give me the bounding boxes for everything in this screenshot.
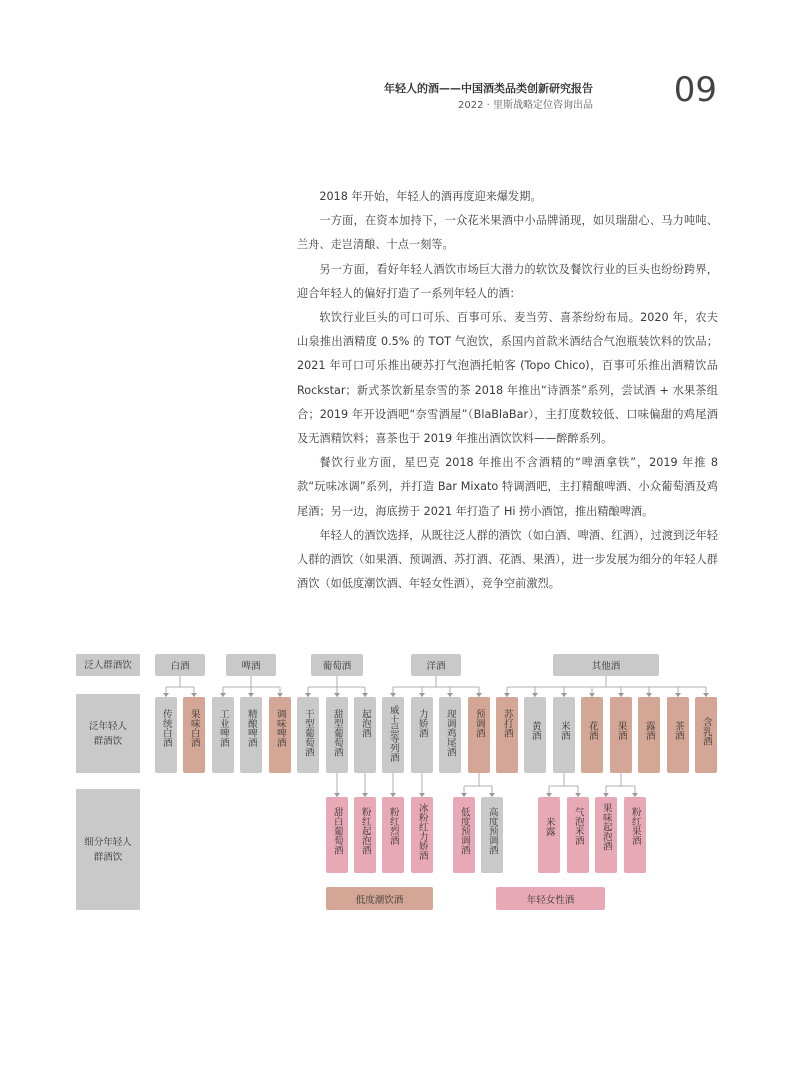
category-beer: 啤酒 bbox=[226, 654, 276, 676]
l2-box: 干型葡萄酒 bbox=[297, 697, 319, 773]
l3-box: 低度预调酒 bbox=[453, 797, 475, 873]
l3-box: 气泡米酒 bbox=[567, 797, 589, 873]
paragraph: 另一方面，看好年轻人酒饮市场巨大潜力的软饮及餐饮行业的巨头也纷纷跨界，迎合年轻人的偏好打造了一系列年轻人的酒： bbox=[297, 262, 718, 300]
l3-box: 米露 bbox=[538, 797, 560, 873]
paragraph: 2018 年开始，年轻人的酒再度迎来爆发期。 bbox=[319, 190, 542, 203]
l3-box: 粉红烈酒 bbox=[382, 797, 404, 873]
l2-box: 威士忌等列酒 bbox=[382, 697, 404, 773]
row-label-young-general: 泛年轻人群酒饮 bbox=[76, 694, 140, 773]
page-number: 09 bbox=[673, 70, 717, 110]
row-label-young-segment: 细分年轻人群酒饮 bbox=[76, 789, 140, 910]
l2-box: 果味白酒 bbox=[183, 697, 205, 773]
l3-box: 冰粉红力娇酒 bbox=[411, 797, 433, 873]
l2-box: 果酒 bbox=[610, 697, 632, 773]
report-title: 年轻人的酒——中国酒类品类创新研究报告 bbox=[384, 82, 593, 95]
group-label-young-women: 年轻女性酒 bbox=[496, 887, 605, 910]
l2-box: 黄酒 bbox=[524, 697, 546, 773]
l2-box: 茶酒 bbox=[667, 697, 689, 773]
l3-box: 粉红起泡酒 bbox=[354, 797, 376, 873]
l3-box: 粉红果酒 bbox=[624, 797, 646, 873]
l2-box: 工业啤酒 bbox=[212, 697, 234, 773]
l2-box: 传统白酒 bbox=[155, 697, 177, 773]
l2-box: 苏打酒 bbox=[496, 697, 518, 773]
l2-box: 现调鸡尾酒 bbox=[439, 697, 461, 773]
l2-box: 花酒 bbox=[581, 697, 603, 773]
group-label-low-alcohol: 低度潮饮酒 bbox=[326, 887, 433, 910]
l2-box: 预调酒 bbox=[468, 697, 490, 773]
l2-box: 精酿啤酒 bbox=[240, 697, 262, 773]
paragraph: 软饮行业巨头的可口可乐、百事可乐、麦当劳、喜茶纷纷布局。2020 年，农夫山泉推出酒精度 0.5% 的 TOT 气泡饮，系国内首款米酒结合气泡瓶装饮料的饮品；2021 年可口可乐推出硬苏打气泡酒托帕客 (Topo Chico)，百事可乐推出酒精饮品 Rockstar；新式茶饮新星奈雪的茶 2018 年推出“诗酒茶”系列，尝试酒 + 水果茶组合；2019 年开设酒吧“奈雪酒屋”（BlaBlaBar），主打度数较低、口味偏甜的鸡尾酒及无酒精饮料；喜茶也于 2019 年推出酒饮饮料——醉醉系列。 bbox=[297, 311, 718, 446]
paragraph: 一方面，在资本加持下，一众花米果酒中小品牌涌现，如贝瑞甜心、马力吨吨、兰舟、走岂清酿、十点一刻等。 bbox=[297, 214, 718, 252]
l3-box: 高度预调酒 bbox=[481, 797, 503, 873]
category-other: 其他酒 bbox=[553, 654, 659, 676]
category-wine: 葡萄酒 bbox=[311, 654, 363, 676]
report-subtitle: 2022 · 里斯战略定位咨询出品 bbox=[458, 100, 593, 111]
category-baijiu: 白酒 bbox=[155, 654, 205, 676]
l2-box: 起泡酒 bbox=[354, 697, 376, 773]
l2-box: 露酒 bbox=[638, 697, 660, 773]
l2-box: 米酒 bbox=[553, 697, 575, 773]
category-spirits: 洋酒 bbox=[411, 654, 461, 676]
l3-box: 甜白葡萄酒 bbox=[326, 797, 348, 873]
l2-box: 甜型葡萄酒 bbox=[326, 697, 348, 773]
paragraph: 年轻人的酒饮选择，从既往泛人群的酒饮（如白酒、啤酒、红酒），过渡到泛年轻人群的酒饮（如果酒、预调酒、苏打酒、花酒、果酒），进一步发展为细分的年轻人群酒饮（如低度潮饮酒、年轻女性酒），竞争空前激烈。 bbox=[297, 528, 718, 591]
l2-box: 含乳酒 bbox=[695, 697, 717, 773]
paragraph: 餐饮行业方面，星巴克 2018 年推出不含酒精的“啤酒拿铁”，2019 年推 8 款“玩味冰调”系列，并打造 Bar Mixato 特调酒吧，主打精酿啤酒、小众葡萄酒及鸡尾酒；另一边，海底捞于 2021 年打造了 Hi 捞小酒馆，推出精酿啤酒。 bbox=[297, 456, 718, 518]
row-label-general: 泛人群酒饮 bbox=[76, 654, 140, 676]
l2-box: 力娇酒 bbox=[411, 697, 433, 773]
l2-box: 调味啤酒 bbox=[269, 697, 291, 773]
l3-box: 果味起泡酒 bbox=[595, 797, 617, 873]
